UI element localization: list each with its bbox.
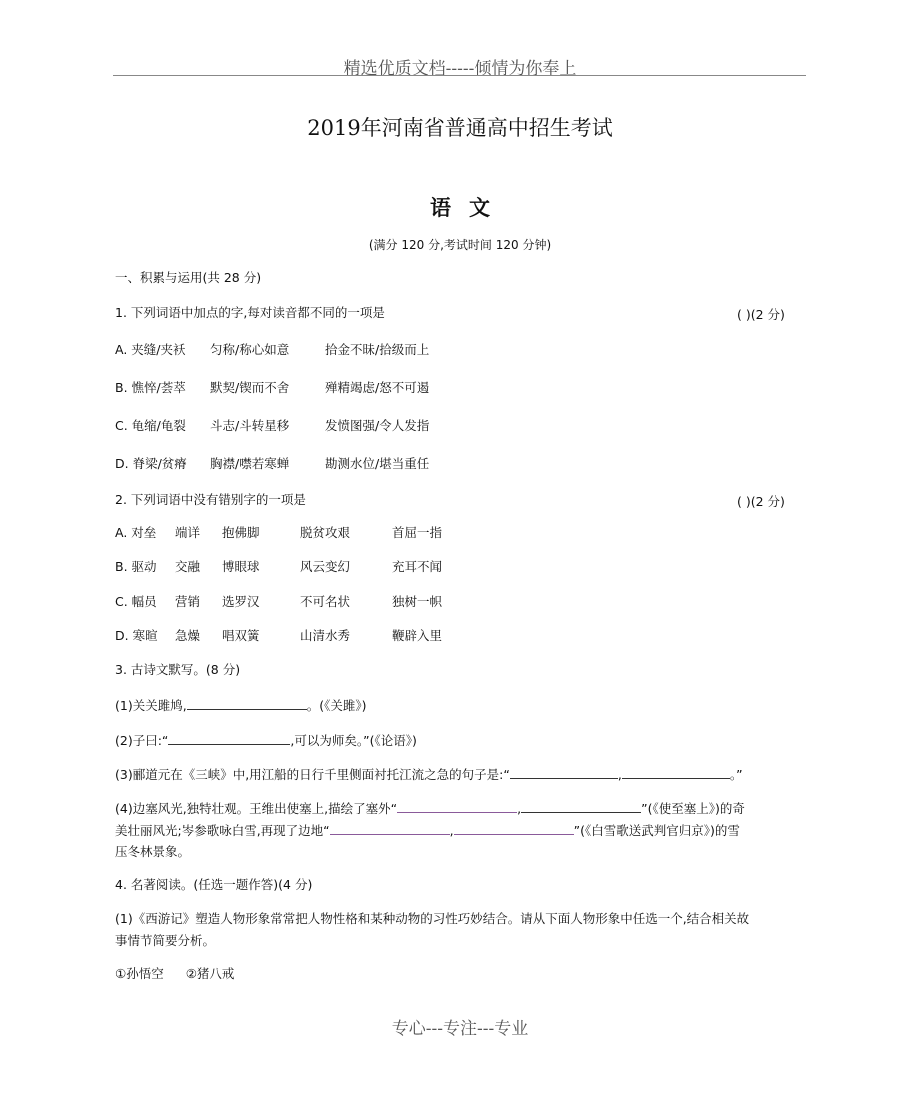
answer-blank[interactable]: [454, 822, 574, 835]
text: ”(《使至塞上》)的奇: [641, 801, 745, 816]
answer-blank[interactable]: [187, 697, 307, 710]
text: ,: [517, 801, 522, 816]
q3-item-4-line-1: [115, 800, 745, 817]
option-cell: 斗志/斗转星移: [210, 418, 290, 433]
option-cell: D. 脊梁/贫瘠: [115, 456, 187, 471]
answer-blank[interactable]: [397, 800, 517, 813]
q3-item-3: [115, 766, 743, 783]
option-cell: 急燥: [175, 628, 201, 643]
option-row: [115, 628, 472, 644]
option-cell: 胸襟/噤若寒蝉: [210, 456, 290, 471]
option-cell: B. 驱动: [115, 559, 157, 574]
option-cell: 默契/锲而不舍: [210, 380, 290, 395]
text: (3)郦道元在《三峡》中,用江船的日行千里侧面衬托江流之急的句子是:“: [115, 767, 510, 782]
section-heading: 一、积累与运用(共 28 分): [115, 270, 262, 285]
question-4-stem: 4. 名著阅读。(任选一题作答)(4 分): [115, 877, 313, 892]
option-cell: 选罗汉: [222, 594, 260, 609]
option-cell: 抱佛脚: [222, 525, 260, 540]
option-row: [115, 380, 465, 396]
option-cell: 交融: [175, 559, 201, 574]
answer-blank[interactable]: [521, 800, 641, 813]
option-cell: 首屈一指: [392, 525, 443, 540]
option-cell: A. 夹缝/夹袄: [115, 342, 186, 357]
q3-item-4-line-3: 压冬林景象。: [115, 844, 191, 859]
text: 美壮丽风光;岑参歌咏白雪,再现了边地“: [115, 823, 330, 838]
page-footer: 专心---专注---专业: [391, 1019, 529, 1039]
question-2-score: ( )(2 分): [737, 494, 785, 509]
answer-blank[interactable]: [168, 732, 290, 745]
option-cell: 勘测水位/堪当重任: [325, 456, 430, 471]
option-cell: A. 对垒: [115, 525, 157, 540]
option-cell: C. 龟缩/龟裂: [115, 418, 186, 433]
option-cell: 营销: [175, 594, 201, 609]
option-cell: 匀称/称心如意: [210, 342, 290, 357]
q3-item-2: [115, 732, 417, 749]
header-divider: [113, 75, 806, 76]
option-row: [115, 456, 465, 472]
choice-zhu-bajie: ②猪八戒: [185, 966, 235, 981]
text: ,可以为师矣。”(《论语》): [290, 733, 417, 748]
option-cell: C. 幅员: [115, 594, 157, 609]
question-3-stem: 3. 古诗文默写。(8 分): [115, 662, 241, 677]
option-row: [115, 594, 472, 610]
option-cell: 独树一帜: [392, 594, 443, 609]
question-1-stem: 1. 下列词语中加点的字,每对读音都不同的一项是: [115, 305, 385, 320]
text: ”(《白雪歌送武判官归京》)的雪: [573, 823, 740, 838]
option-cell: 端详: [175, 525, 201, 540]
option-cell: 充耳不闻: [392, 559, 443, 574]
q4-item-1-line-2: 事情节简要分析。: [115, 933, 216, 948]
q3-item-4-line-2: [115, 822, 740, 839]
q4-choices: [115, 966, 234, 982]
text: ,: [617, 767, 622, 782]
option-cell: 唱双簧: [222, 628, 260, 643]
option-cell: 不可名状: [300, 594, 351, 609]
question-1-score: ( )(2 分): [737, 307, 785, 322]
text: (2)子曰:“: [115, 733, 169, 748]
answer-blank[interactable]: [330, 822, 450, 835]
option-cell: 山清水秀: [300, 628, 351, 643]
option-cell: 发愤图强/令人发指: [325, 418, 430, 433]
text: ,: [449, 823, 454, 838]
option-cell: 脱贫攻艰: [300, 525, 351, 540]
choice-sun-wukong: ①孙悟空: [115, 966, 164, 981]
option-cell: B. 憔悴/荟萃: [115, 380, 186, 395]
text: 。(《关雎》): [306, 698, 367, 713]
option-row: [115, 342, 465, 358]
page-header: 精选优质文档-----倾情为你奉上: [343, 59, 577, 79]
exam-note: (满分 120 分,考试时间 120 分钟): [368, 238, 552, 252]
text: (4)边塞风光,独特壮观。王维出使塞上,描绘了塞外“: [115, 801, 398, 816]
option-cell: 拾金不昧/拾级而上: [325, 342, 430, 357]
exam-title: 2019年河南省普通高中招生考试: [307, 116, 613, 140]
answer-blank[interactable]: [622, 766, 730, 779]
option-cell: 殚精竭虑/怒不可遏: [325, 380, 430, 395]
text: 。”: [729, 767, 743, 782]
option-row: [115, 418, 465, 434]
q3-item-1: [115, 697, 366, 714]
option-cell: 博眼球: [222, 559, 260, 574]
answer-blank[interactable]: [510, 766, 618, 779]
option-row: [115, 559, 472, 575]
option-cell: 风云变幻: [300, 559, 351, 574]
option-row: [115, 525, 472, 541]
subject-title: 语文: [430, 196, 508, 220]
text: (1)关关雎鸠,: [115, 698, 187, 713]
option-cell: D. 寒暄: [115, 628, 158, 643]
question-2-stem: 2. 下列词语中没有错别字的一项是: [115, 492, 306, 507]
option-cell: 鞭辟入里: [392, 628, 443, 643]
q4-item-1-line-1: (1)《西游记》塑造人物形象常常把人物性格和某种动物的习性巧妙结合。请从下面人物形象中任选一个,结合相关故: [115, 911, 750, 926]
